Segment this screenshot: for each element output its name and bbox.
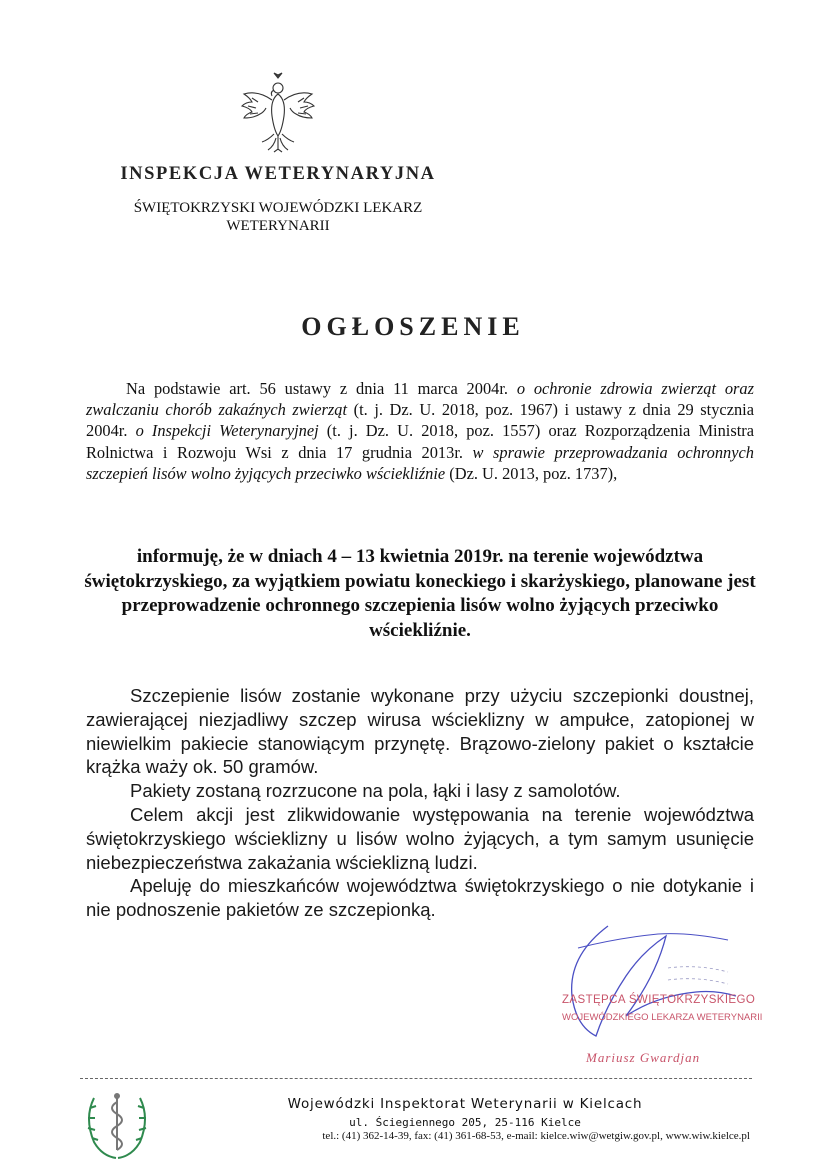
- legal-act-title-1: o ochronie zdrowia zwierząt oraz zwalczaniu chorób zakaźnych zwierząt: [86, 379, 754, 420]
- legal-text-4: (Dz. U. 2013, poz. 1737),: [445, 463, 618, 483]
- document-title: OGŁOSZENIE: [301, 312, 525, 341]
- body-paragraph-goal: Celem akcji jest zlikwidowanie występowania na terenie województwa świętokrzyskiego wścieklizny u lisów wolno żyjących, a tym samym usunięcie niebezpieczeństwa zakażania wścieklizną ludzi.: [86, 803, 754, 873]
- legal-act-title-2: o Inspekcji Weterynaryjnej: [135, 421, 319, 441]
- body-paragraph-appeal: Apeluję do mieszkańców województwa świętokrzyskiego o nie dotykanie i nie podnoszenie pakietów ze szczepionką.: [86, 875, 754, 921]
- polish-eagle-icon: [238, 68, 318, 160]
- institution-subtitle-line1: ŚWIĘTOKRZYSKI WOJEWÓDZKI LEKARZ: [133, 200, 423, 216]
- announcement-statement: informuję, że w dniach 4 – 13 kwietnia 2019r. na terenie województwa świętokrzyskiego, za wyjątkiem powiatu koneckiego i skarżyskiego, planowane jest przeprowadzenie ochronnego szczepienia lisów wolno żyjących przeciwko wściekliźnie.: [84, 546, 756, 641]
- institution-name: INSPEKCJA WETERYNARYJNA: [120, 164, 436, 184]
- body-paragraph-vaccine: Szczepienie lisów zostanie wykonane przy użyciu szczepionki doustnej, zawierającej niezjadliwy szczep wirusa wścieklizny w ampułce, zatopionej w niewielkim pakiecie stanowiącym przynętę. Brązowo-zielony pakiet o kształcie krążka waży ok. 50 gramów.: [86, 685, 754, 778]
- veterinary-caduceus-icon: [80, 1088, 154, 1160]
- stamp-signatory-name: Mariusz Gwardjan: [586, 1050, 701, 1065]
- footer-divider: [80, 1078, 752, 1079]
- legal-text-1: Na podstawie art. 56 ustawy z dnia 11 marca 2004r.: [126, 379, 517, 398]
- stamp-title-line2: WOJEWÓDZKIEGO LEKARZA WETERYNARII: [562, 1012, 763, 1023]
- legal-basis-paragraph: [86, 378, 754, 484]
- legal-text-2: (t. j. Dz. U. 2018, poz. 1967) i ustawy z dnia 29 stycznia 2004r.: [86, 400, 754, 441]
- footer-address: ul. Ściegiennego 205, 25-116 Kielce: [349, 1116, 581, 1129]
- footer-contact: tel.: (41) 362-14-39, fax: (41) 361-68-53, e-mail: kielce.wiw@wetgiw.gov.pl, www.wiw.kielce.pl: [322, 1130, 750, 1142]
- institution-subtitle-line2: WETERYNARII: [226, 218, 330, 234]
- footer-institution-name: Wojewódzki Inspektorat Weterynarii w Kielcach: [287, 1096, 643, 1112]
- legal-text-3: (t. j. Dz. U. 2018, poz. 1557) oraz Rozporządzenia Ministra Rolnictwa i Rozwoju Wsi z dnia 17 grudnia 2013r.: [86, 421, 754, 462]
- legal-act-title-3: w sprawie przeprowadzania ochronnych szczepień lisów wolno żyjących przeciwko wściekliźnie: [86, 442, 754, 483]
- announcement-body: [86, 684, 754, 922]
- stamp-title-line1: ZASTĘPCA ŚWIĘTOKRZYSKIEGO: [562, 994, 756, 1006]
- body-paragraph-distribution: Pakiety zostaną rozrzucone na pola, łąki i lasy z samolotów.: [130, 780, 621, 802]
